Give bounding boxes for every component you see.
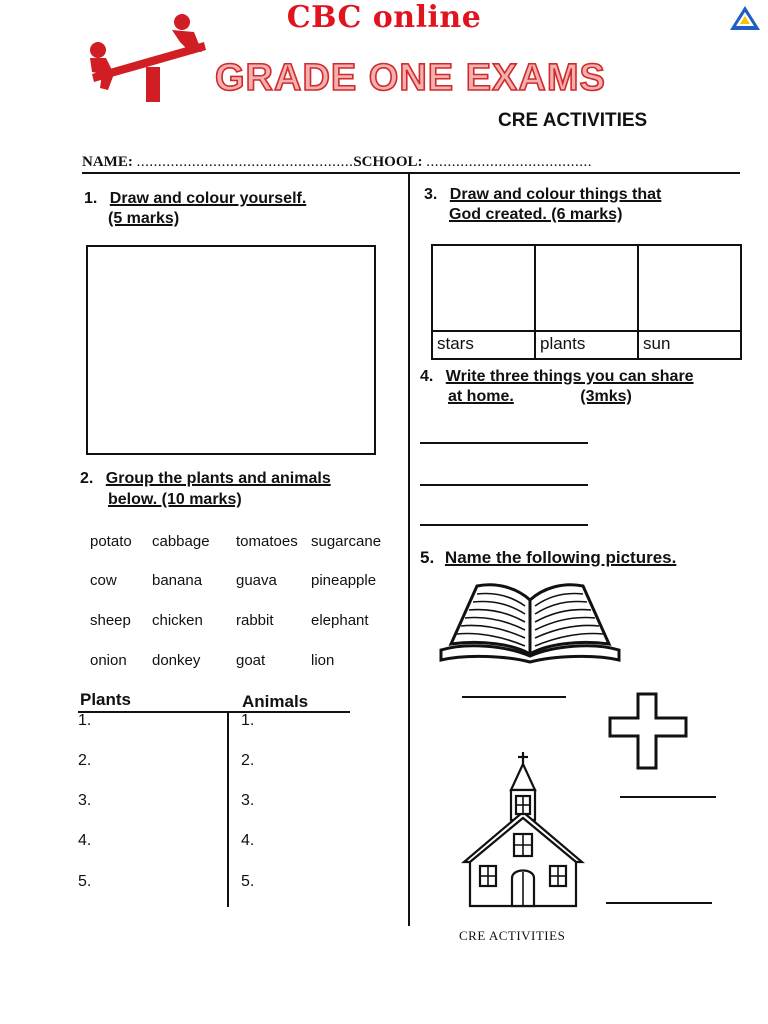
word-item: elephant	[311, 612, 369, 629]
animals-row-number: 1.	[241, 712, 255, 729]
answer-line[interactable]	[420, 484, 588, 486]
header-divider	[82, 172, 740, 174]
q4-text-line1: Write three things you can share	[445, 368, 694, 385]
q4-marks: (3mks)	[580, 388, 632, 405]
answer-line[interactable]	[420, 442, 588, 444]
name-label: NAME:	[82, 154, 133, 170]
word-item: guava	[236, 572, 277, 589]
question-2	[80, 470, 331, 488]
q4-number: 4.	[420, 368, 434, 385]
q4-text-line2: at home.	[448, 388, 514, 405]
word-item: banana	[152, 572, 203, 589]
word-item: cabbage	[152, 533, 210, 550]
animals-row-number: 5.	[241, 873, 255, 890]
school-field[interactable]: .......................................	[426, 154, 593, 170]
cross-icon	[608, 692, 688, 770]
word-item: goat	[236, 652, 266, 669]
q1-text-line1: Draw and colour yourself.	[109, 190, 307, 207]
word-item: tomatoes	[236, 533, 298, 550]
church-icon	[460, 750, 586, 910]
exam-title: GRADE ONE EXAMS	[215, 57, 606, 99]
q3-drawing-grid	[431, 244, 742, 360]
plants-row-number: 5.	[78, 873, 92, 890]
answer-line[interactable]	[462, 696, 566, 698]
table-column-rule	[227, 711, 229, 907]
word-item: rabbit	[236, 612, 274, 629]
q3-text-line1: Draw and colour things that	[449, 186, 662, 203]
table-header-rule	[78, 711, 350, 713]
cell-label-rule	[536, 330, 637, 332]
q1-number: 1.	[84, 190, 98, 207]
q1-drawing-box[interactable]	[86, 245, 376, 455]
animals-row-number: 2.	[241, 752, 255, 769]
q1-text-line2: (5 marks)	[108, 210, 180, 227]
q2-text-line2: below. (10 marks)	[108, 491, 242, 508]
animals-row-number: 3.	[241, 792, 255, 809]
q3-text-line2: God created. (6 marks)	[449, 206, 623, 223]
plants-header: Plants	[80, 690, 132, 709]
animals-row-number: 4.	[241, 832, 255, 849]
question-3	[424, 186, 661, 204]
cell-label-rule	[639, 330, 740, 332]
word-item: cow	[90, 572, 117, 589]
question-4	[420, 368, 694, 386]
question-1-marks	[108, 210, 179, 228]
question-5	[420, 548, 676, 568]
name-field[interactable]: ...................................................	[136, 154, 354, 170]
question-4-marks	[448, 388, 632, 406]
q3-number: 3.	[424, 186, 438, 203]
plants-row-number: 1.	[78, 712, 92, 729]
plants-row-number: 4.	[78, 832, 92, 849]
cell-label: plants	[540, 334, 586, 353]
word-item: sugarcane	[311, 533, 382, 550]
cell-label-rule	[433, 330, 534, 332]
question-2-marks	[108, 491, 242, 509]
word-item: lion	[311, 652, 335, 669]
q2-text-line1: Group the plants and animals	[105, 470, 331, 487]
plants-row-number: 2.	[78, 752, 92, 769]
word-item: sheep	[90, 612, 131, 629]
cell-label: stars	[437, 334, 474, 353]
page-subtitle: CRE ACTIVITIES	[498, 110, 648, 131]
question-1	[84, 190, 306, 208]
word-item: onion	[90, 652, 127, 669]
word-item: potato	[90, 533, 132, 550]
answer-line[interactable]	[620, 796, 716, 798]
publisher-logo-icon	[728, 4, 762, 34]
question-3-marks	[449, 206, 622, 224]
name-school-row	[82, 154, 592, 171]
cell-label: sun	[643, 334, 671, 353]
column-divider	[408, 174, 410, 926]
q5-number: 5.	[420, 548, 435, 567]
school-label: SCHOOL:	[353, 154, 423, 170]
drawing-cell-plants[interactable]	[536, 246, 639, 358]
open-book-icon	[437, 580, 623, 664]
word-item: pineapple	[311, 572, 377, 589]
animals-header: Animals	[242, 692, 309, 711]
plants-row-number: 3.	[78, 792, 92, 809]
word-item: chicken	[152, 612, 203, 629]
q5-text: Name the following pictures.	[444, 548, 677, 567]
drawing-cell-sun[interactable]	[639, 246, 740, 358]
q2-number: 2.	[80, 470, 94, 487]
answer-line[interactable]	[420, 524, 588, 526]
answer-line[interactable]	[606, 902, 712, 904]
footer-text: CRE ACTIVITIES	[459, 928, 566, 943]
brand-title: CBC online	[286, 0, 482, 35]
drawing-cell-stars[interactable]	[433, 246, 536, 358]
word-item: donkey	[152, 652, 201, 669]
